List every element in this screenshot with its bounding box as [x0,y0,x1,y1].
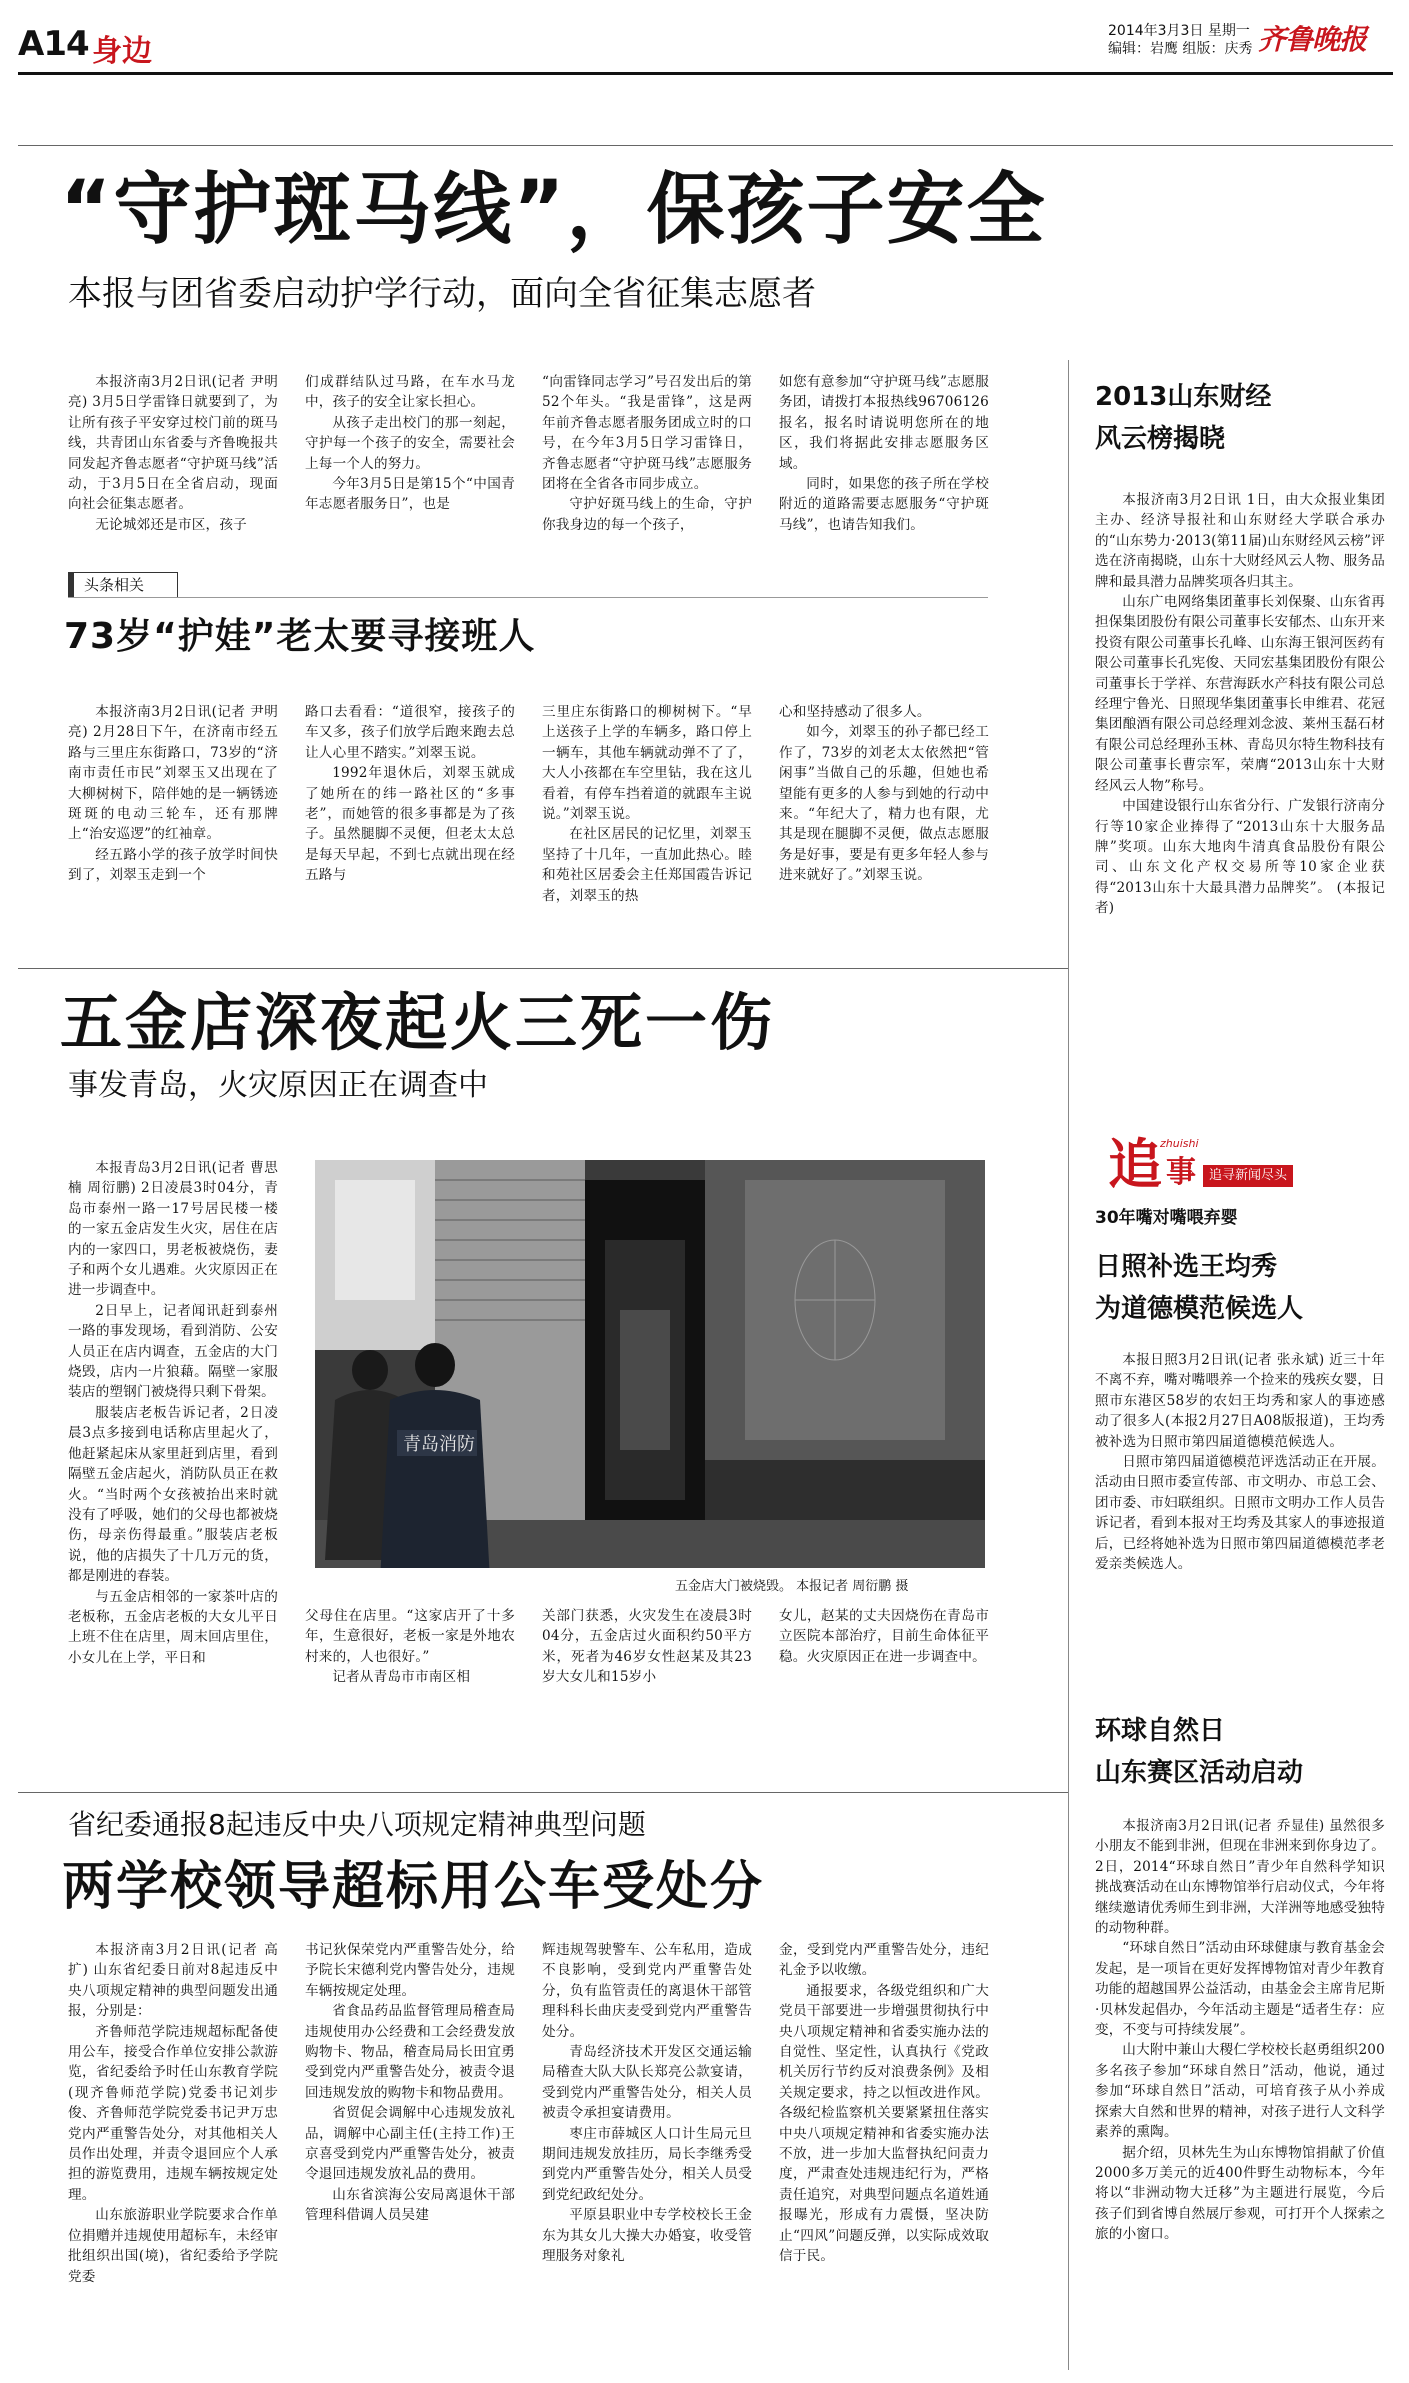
brief2-paragraph: 日照市第四届道德模范评选活动正在开展。活动由日照市委宣传部、市文明办、市总工会、团市委、市妇联组织。日照市文明办工作人员告诉记者，看到本报对王均秀及其家人的事迹报道后，已经将她补选为日照市第四届道德模范孝老爱亲类候选人。 [1095,1454,1385,1573]
story3-paragraph: 女儿，赵某的丈夫因烧伤在青岛市立医院本部治疗，目前生命体征平稳。火灾原因正在进一步调查中。 [779,1608,989,1665]
story2-column-3 [542,702,752,906]
story1-paragraph: 今年3月5日是第15个“中国青年志愿者服务日”，也是 [305,476,515,513]
story4-paragraph: 辉违规驾驶警车、公车私用，造成不良影响，受到党内严重警告处分，负有监管责任的离退休干部管理科科长曲庆麦受到党内严重警告处分。 [542,1942,752,2040]
story2-paragraph: 本报济南3月2日讯(记者 尹明亮) 2月28日下午，在济南市经五路与三里庄东街路口，73岁的“济南市责任市民”刘翠玉又出现在了大柳树树下，陪伴她的是一辆锈迹斑斑的电动三轮车，还有那牌上“治安巡逻”的红袖章。 [68,704,278,843]
brief1-title-line2: 风云榜揭晓 [1095,424,1226,454]
story3-column-3 [542,1606,752,1688]
story2-paragraph: 在社区居民的记忆里，刘翠玉坚持了十几年，一直加此热心。睦和苑社区居委会主任郑国霞告诉记者，刘翠玉的热 [542,826,752,904]
story4-paragraph: 通报要求，各级党组织和广大党员干部要进一步增强贯彻执行中央八项规定精神和省委实施办法的自觉性、坚定性，认真执行《党政机关厉行节约反对浪费条例》及相关规定要求，持之以恒改进作风。各级纪检监察机关要紧紧扭住落实中央八项规定精神和省委实施办法不放，进一步加大监督执纪问责力度，严肃查处违规违纪行为，严格责任追究，对典型问题点名道姓通报曝光，形成有力震慑，坚决防止“四风”问题反弹，以实际成效取信于民。 [779,1982,989,2265]
date-line: 2014年3月3日 星期一 [1108,23,1250,39]
story1-paragraph: 如您有意参加“守护斑马线”志愿服务团，请拨打本报热线96706126报名，报名时请说明您所在的地区，我们将据此安排志愿服务区域。 [779,374,989,472]
brief3-paragraph: “环球自然日”活动由环球健康与教育基金会发起，是一项旨在更好发挥博物馆对青少年教育功能的超越国界公益活动，由基金会主席肯尼斯·贝林发起倡办，今年活动主题是“适者生存：应变，不变与可持续发展”。 [1095,1940,1385,2039]
brief2-paragraph: 本报日照3月2日讯(记者 张永斌) 近三十年不离不弃，嘴对嘴喂养一个捡来的残疾女婴，日照市东港区58岁的农妇王均秀和家人的事迹感动了很多人(本报2月27日A08版报道)，王均秀被补选为日照市第四届道德模范候选人。 [1095,1352,1385,1450]
top-rule [18,72,1393,75]
related-tag: 头条相关 [68,572,178,598]
story1-paragraph: 从孩子走出校门的那一刻起，守护每一个孩子的安全，需要社会上每一个人的努力。 [305,414,515,472]
story2-rule [68,597,988,598]
story2-paragraph: 如今，刘翠玉的孙子都已经工作了，73岁的刘老太太依然把“管闲事”当做自己的乐趣，但她也希望能有更多的人参与到她的行动中来。“年纪大了，精力也有限，尤其是现在腿脚不灵便，做点志愿服务是好事，要是有更多年轻人参与进来就好了。”刘翠玉说。 [779,724,989,884]
story4-paragraph: 山东省滨海公安局离退休干部管理科借调人员吴建 [305,2186,515,2224]
story4-column-4 [779,1940,989,2267]
story4-paragraph: 枣庄市薛城区人口计生局元旦期间违规发放挂历，局长李继秀受到党内严重警告处分，相关人员受到党纪政纪处分。 [542,2125,752,2203]
story3-bottom-rule [18,1792,1068,1793]
brief1-paragraph: 中国建设银行山东省分行、广发银行济南分行等10家企业捧得了“2013山东十大服务品牌”奖项。山东大地肉牛清真食品股份有限公司、山东文化产权交易所等10家企业获得“2013山东十大最具潜力品牌奖”。 (本报记者) [1095,798,1385,917]
brief1-title-line1: 2013山东财经 [1095,382,1272,412]
story4-column-1 [68,1940,278,2287]
paper-logo: 齐鲁晚报 [1258,23,1367,56]
brief3-paragraph: 山大附中兼山大稷仁学校校长赵勇组织200多名孩子参加“环球自然日”活动，他说，通过参加“环球自然日”活动，可培育孩子从小养成探索大自然和世界的精神，对孩子进行人文科学素养的熏陶。 [1095,2042,1385,2141]
story3-subhead: 事发青岛，火灾原因正在调查中 [68,1068,488,1103]
story3-paragraph: 父母住在店里。“这家店开了十多年，生意很好，老板一家是外地农村来的，人也很好。” [305,1608,515,1665]
story1-subhead: 本报与团省委启动护学行动，面向全省征集志愿者 [68,274,816,314]
brief2-title-line2: 为道德模范候选人 [1095,1294,1304,1324]
fire-scene-photo [315,1160,985,1600]
story2-paragraph: 经五路小学的孩子放学时间快到了，刘翠玉走到一个 [68,846,278,884]
editor-line: 编辑：岩鹰 组版：庆秀 [1108,41,1253,57]
sidebar-divider [1068,360,1069,2370]
story2-column-2 [305,702,515,886]
story1-paragraph: 无论城郊还是市区，孩子 [95,516,247,533]
story4-paragraph: 青岛经济技术开发区交通运输局稽查大队大队长郑亮公款宴请，受到党内严重警告处分，相关人员被责令承担宴请费用。 [542,2044,752,2122]
brief2-title-line1: 日照补选王均秀 [1095,1252,1278,1282]
brief1-body [1095,490,1385,919]
story2-headline: 73岁“护娃”老太要寻接班人 [64,616,536,657]
story4-paragraph: 书记狄保荣党内严重警告处分，给予院长宋德利党内警告处分，违规车辆按规定处理。 [305,1942,515,1999]
followup-of-label: 30年嘴对嘴喂弃婴 [1095,1208,1238,1228]
story4-kicker: 省纪委通报8起违反中央八项规定精神典型问题 [68,1808,646,1841]
story2-paragraph: 1992年退休后，刘翠玉就成了她所在的纬一路社区的“多事老”，而她管的很多事都是为了孩子。虽然腿脚不灵便，但老太太总是每天早起，不到七点就出现在经五路与 [305,765,515,884]
story4-paragraph: 本报济南3月2日讯(记者 高扩) 山东省纪委日前对8起违反中央八项规定精神的典型问题发出通报，分别是： [68,1942,278,2020]
brief1-paragraph: 本报济南3月2日讯 1日，由大众报业集团主办、经济导报社和山东财经大学联合承办的“山东势力·2013(第11届)山东财经风云榜”评选在济南揭晓，山东十大财经风云人物、服务品牌和最具潜力品牌奖项各归其主。 [1095,492,1385,590]
story4-headline: 两学校领导超标用公车受处分 [62,1857,765,1917]
story2-column-1 [68,702,278,886]
story1-column-2 [305,372,515,515]
zhuishi-pinyin: zhuishi [1160,1137,1199,1150]
story2-bottom-rule [18,968,1068,969]
story4-paragraph: 齐鲁师范学院违规超标配备使用公车，接受合作单位安排公款游览，省纪委给予时任山东教育学院(现齐鲁师范学院)党委书记刘步俊、齐鲁师范学院党委书记尹万忠党内严重警告处分，对其他相关人员作出处理，并责令退回应个人承担的游览费用，违规车辆按规定处理。 [68,2023,278,2203]
fire-scene-image [315,1160,985,1600]
story1-paragraph: 守护好斑马线上的生命，守护你我身边的每一个孩子， [542,496,752,533]
brief3-paragraph: 本报济南3月2日讯(记者 乔显佳) 虽然很多小朋友不能到非洲，但现在非洲来到你身边了。2日，2014“环球自然日”青少年自然科学知识挑战赛活动在山东博物馆举行启动仪式，今年将继续邀请优秀师生到非洲，大洋洲等地感受独特的动物种群。 [1095,1818,1385,1937]
story4-paragraph: 金，受到党内严重警告处分，违纪礼金予以收缴。 [779,1942,989,1979]
zhuishi-logo [1108,1132,1328,1197]
zhuishi-tagline: 追寻新闻尽头 [1203,1165,1293,1187]
story3-paragraph: 记者从青岛市市南区相 [332,1669,471,1686]
brief3-body [1095,1816,1385,2245]
story1-column-4 [779,372,989,535]
story2-paragraph: 路口去看看：“道很窄，接孩子的车又多，孩子们放学后跑来跑去总让人心里不踏实。”刘翠玉说。 [305,704,515,761]
story1-paragraph: “向雷锋同志学习”号召发出后的第52个年头。“我是雷锋”，这是两年前齐鲁志愿者服务团成立时的口号，在今年3月5日学习雷锋日，齐鲁志愿者“守护斑马线”志愿服务团将在全省各市同步成立。 [542,374,752,493]
story4-paragraph: 省贸促会调解中心违规发放礼品，调解中心副主任(主持工作)王京喜受到党内严重警告处分，被责令退回违规发放礼品的费用。 [305,2105,515,2183]
story4-paragraph: 省食品药品监督管理局稽查局违规使用办公经费和工会经费发放购物卡、物品，稽查局局长田宜勇受到党内严重警告处分，被责令退回违规发放的购物卡和物品费用。 [305,2003,515,2101]
story3-paragraph: 2日早上，记者闻讯赶到泰州一路的事发现场，看到消防、公安人员正在店内调查，五金店的大门烧毁，店内一片狼藉。隔壁一家服装店的塑钢门被烧得只剩下骨架。 [68,1302,278,1401]
story1-column-1 [68,372,278,535]
story1-paragraph: 同时，如果您的孩子所在学校附近的道路需要志愿服务“守护斑马线”，也请告知我们。 [779,476,989,533]
top-thin-rule [18,145,1393,146]
story3-column-2 [305,1606,515,1688]
story1-paragraph: 本报济南3月2日讯(记者 尹明亮) 3月5日学雷锋日就要到了，为让所有孩子平安穿过校门前的斑马线，共青团山东省委与齐鲁晚报共同发起齐鲁志愿者“守护斑马线”活动，于3月5日在全省启动，现面向社会征集志愿者。 [68,374,278,513]
section-name: 身边 [92,34,152,69]
story4-column-2 [305,1940,515,2226]
story2-paragraph: 三里庄东街路口的柳树树下。“早上送孩子上学的车辆多，路口停上一辆车，其他车辆就动弹不了了，大人小孩都在车空里钻，我在这儿看着，有停车挡着道的就跟车主说说。”刘翠玉说。 [542,704,752,823]
story3-column-4 [779,1606,989,1667]
story3-column-1 [68,1158,278,1668]
story3-paragraph: 服装店老板告诉记者，2日凌晨3点多接到电话称店里起火了，他赶紧起床从家里赶到店里，看到隔壁五金店起火，消防队员正在救火。“当时两个女孩被抬出来时就没有了呼吸，她们的父母也都被烧伤，母亲伤得最重。”服装店老板说，他的店损失了十几万元的货，都是刚进的春装。 [68,1404,278,1585]
zhuishi-logo-char: 追 [1108,1132,1162,1196]
story2-column-4 [779,702,989,886]
story1-headline: “守护斑马线”，保孩子安全 [60,165,1047,255]
zhuishi-logo-char2: 事 [1166,1155,1196,1190]
photo-caption: 五金店大门被烧毁。 本报记者 周衍鹏 摄 [675,1579,909,1594]
story4-column-3 [542,1940,752,2267]
story4-paragraph: 平原县职业中专学校校长王金东为其女儿大操大办婚宴，收受管理服务对象礼 [542,2207,752,2265]
story3-headline: 五金店深夜起火三死一伤 [60,986,776,1059]
story3-paragraph: 本报青岛3月2日讯(记者 曹思楠 周衍鹏) 2日凌晨3时04分，青岛市泰州一路一17号居民楼一楼的一家五金店发生火灾，居住在店内的一家四口，男老板被烧伤，妻子和两个女儿遇难。火灾原因正在进一步调查中。 [68,1160,278,1299]
firefighter-vest-text: 青岛消防 [403,1434,475,1455]
brief2-body [1095,1350,1385,1574]
brief1-paragraph: 山东广电网络集团董事长刘保聚、山东省再担保集团股份有限公司董事长安郁杰、山东开来投资有限公司董事长孔峰、山东海王银河医药有限公司董事长孔宪俊、天同宏基集团股份有限公司董事长于学祥、东营海跃水产科技有限公司总经理宁鲁光、日照现华集团董事长申维君、花冠集团酿酒有限公司总经理刘念波、莱州玉磊石材有限公司总经理孙玉林、青岛贝尔特生物科技有限公司董事长曹宗军，荣膺“2013山东十大财经风云人物”称号。 [1095,594,1385,794]
story1-paragraph: 们成群结队过马路，在车水马龙中，孩子的安全让家长担心。 [305,374,515,411]
story1-column-3 [542,372,752,535]
page-number: A14 [18,24,89,64]
story4-paragraph: 山东旅游职业学院要求合作单位捐赠并违规使用超标车，未经审批组织出国(境)，省纪委给予学院党委 [68,2207,278,2285]
story3-paragraph: 与五金店相邻的一家茶叶店的老板称，五金店老板的大女儿平日上班不住在店里，周末回店里住，小女儿在上学，平日和 [68,1588,278,1666]
brief3-paragraph: 据介绍，贝林先生为山东博物馆捐献了价值2000多万美元的近400件野生动物标本，今年将以“非洲动物大迁移”为主题进行展览，今后孩子们到省博自然展厅参观，可打开个人探索之旅的小窗口。 [1095,2144,1385,2243]
story3-paragraph: 关部门获悉，火灾发生在凌晨3时04分，五金店过火面积约50平方米，死者为46岁女性赵某及其23岁大女儿和15岁小 [542,1608,752,1686]
brief3-title-line2: 山东赛区活动启动 [1095,1758,1304,1788]
brief3-title-line1: 环球自然日 [1095,1716,1226,1746]
story2-paragraph: 心和坚持感动了很多人。 [779,704,931,720]
